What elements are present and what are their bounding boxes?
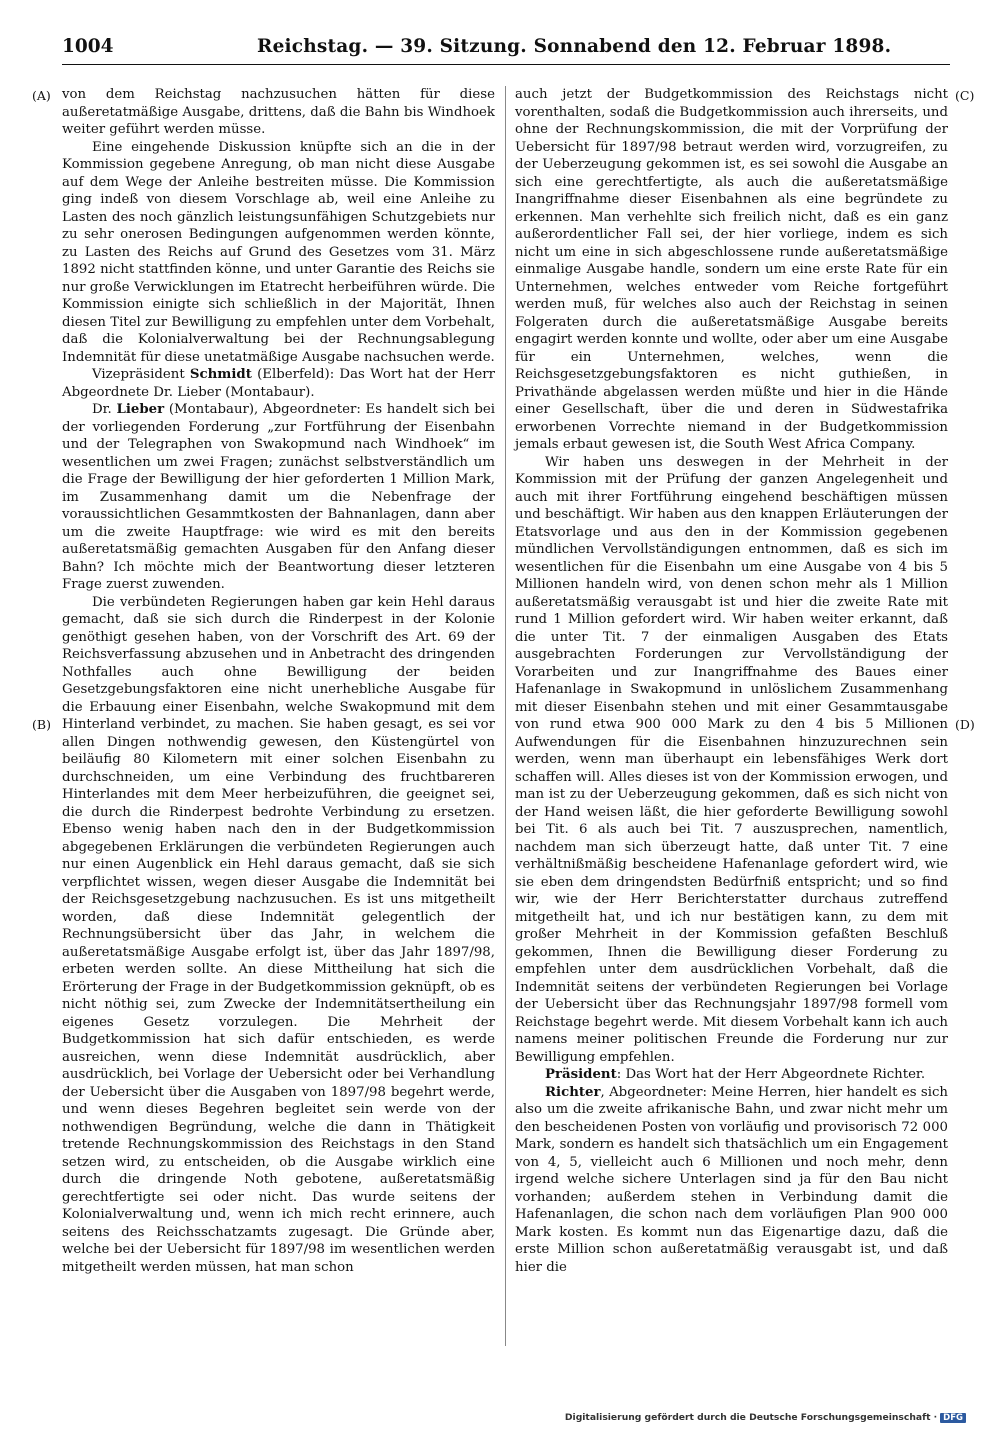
paragraph: von dem Reichstag nachzusuchen hätten für diese außeretatmäßige Ausgabe, drittens, daß die Bahn bis Windhoek weiter geführt werden müsse. (62, 87, 495, 137)
running-header (62, 32, 950, 62)
paragraph: Wir haben uns deswegen in der Mehrheit in der Kommission mit der Prüfung der ganzen Angelegenheit und auch mit ihrer Fortführung eingehend beschäftigen müssen und beschäftigt. Wir haben aus den knappen Erläuterungen der Etatsvorlage und aus den in der Kommission gegebenen mündlichen Vervollständigungen entnommen, daß es sich im wesentlichen für die Eisenbahn um eine Ausgabe von 4 bis 5 Millionen handeln wird, von denen schon mehr als 1 Million außeretatsmäßig verausgabt ist und hier die zweite Rate mit rund 1 Million gefordert wird. Wir haben weiter erkannt, daß die unter Tit. 7 der einmaligen Ausgaben des Etats ausgebrachten Forderungen zur Vervollständigung der Vorarbeiten und zur Inangriffnahme des Baues einer Hafenanlage in Swakopmund in unlöslichem Zusammenhang mit dieser Eisenbahn stehen und mit einer Gesammtausgabe von rund etwa 900 000 Mark zu den 4 bis 5 Millionen Aufwendungen für die Eisenbahnen hinzuzurechnen sein werden, wenn man überhaupt ein lebensfähiges Werk dort schaffen will. Alles dieses ist von der Kommission erwogen, und man ist zu der Ueberzeugung gekommen, daß es sich nicht von der Hand weisen läßt, die hier geforderte Bewilligung sowohl bei Tit. 6 als auch bei Tit. 7 auszusprechen, namentlich, nachdem man sich überzeugt hatte, daß unter Tit. 7 eine verhältnißmäßig bescheidene Hafenanlage gefordert wird, wie sie eben dem dringendsten Bedürfniß entspricht; und so find wir, wie der Herr Berichterstatter durchaus zutreffend mitgetheilt hat, und ich nur bestätigen kann, zu dem mit großer Mehrheit in der Kommission gefaßten Beschluß gekommen, Ihnen die Bewilligung dieser Forderung zu empfehlen unter dem ausdrücklichen Vorbehalt, daß die Indemnität seitens der verbündeten Regierungen bei Vorlage der Uebersicht über das Rechnungsjahr 1897/98 formell vom Reichstage begehrt werde. Mit diesem Vorbehalt kann ich auch namens meiner politischen Freunde die Forderung nur zur Bewilligung empfehlen. (515, 454, 948, 1065)
speaker-name: Lieber (116, 402, 165, 417)
speaker-text: , Abgeordneter: Meine Herren, hier handelt es sich also um die zweite afrikanische Bahn, und zwar nicht mehr um den bescheidenen Posten von vorläufig und provisorisch 72 000 Mark, sondern es handelt sich thatsächlich um ein Engagement von 4, 5, vielleicht auch 6 Millionen und noch mehr, denn irgend welche sichere Unterlagen sind ja für den Bau nicht vorhanden; außerdem stehen in Verbindung damit die Hafenanlagen, die schon nach dem vorläufigen Plan 900 000 Mark kosten. Es kommt nun das Eigenartige dazu, daß die erste Million schon außeretatmäßig verausgabt ist, und daß hier die (515, 1084, 948, 1275)
speaker-paragraph (515, 1084, 948, 1277)
credit-text: Digitalisierung gefördert durch die Deutsche Forschungsgemeinschaft · (564, 1412, 938, 1423)
speaker-name: Richter (545, 1084, 601, 1100)
paragraph: Eine eingehende Diskussion knüpfte sich an die in der Kommission gegebene Anregung, ob man nicht diese Ausgabe auf dem Wege der Anleihe bestreiten müsse. Die Kommission ging indeß von diesem Vorschlage ab, weil eine Anleihe zu Lasten des noch gänzlich leistungsunfähigen Schutzgebiets nur zu sehr onerosen Bedingungen aufgenommen werden könnte, zu Lasten des Reichs auf Grund des Gesetzes vom 31. März 1892 nicht stattfinden könne, und unter Garantie des Reichs sie nur große Verwicklungen im Etatrecht herbeiführen würde. Die Kommission einigte sich schließlich in der Majorität, Ihnen diesen Titel zur Bewilligung zu empfehlen unter dem Vorbehalt, daß die Kolonialverwaltung bei der Rechnungsablegung Indemnität für diese unetatmäßige Ausgabe nachsuchen werde. (62, 139, 495, 365)
digitization-credit (565, 1412, 966, 1423)
speaker-name: Schmidt (189, 367, 252, 382)
header-rule (62, 64, 950, 65)
paragraph: Die verbündeten Regierungen haben gar kein Hehl daraus gemacht, daß sie sich durch die Rinderpest in der Kolonie genöthigt gesehen haben, von der Vorschrift des Art. 69 der Reichsverfassung abzusehen und in Anbetracht des dringenden Nothfalles auch ohne Bewilligung der beiden Gesetzgebungsfaktoren eine nicht unerhebliche Ausgabe für die Erbauung einer Eisenbahn, welche Swakopmund mit dem Hinterland verbindet, zu machen. Sie haben gesagt, es sei vor allen Dingen nothwendig gewesen, den Küstengürtel von beiläufig 80 Kilometern mit einer solchen Eisenbahn zu durchschneiden, um eine Verbindung des fruchtbareren Hinterlandes mit dem Meer herbeizuführen, die geeignet sei, die durch die Rinderpest bedrohte Verbindung zu ersetzen. Ebenso wenig haben nach den in der Budgetkommission abgegebenen Erklärungen die verbündeten Regierungen auch nur einen Augenblick ein Hehl daraus gemacht, daß sie sich verpflichtet wissen, wegen dieser Ausgabe die Indemnität bei der Reichsgesetzgebung nachzusuchen. Es ist uns mitgetheilt worden, daß diese Indemnität gelegentlich der Rechnungsübersicht über das Jahr, in welchem die außeretatsmäßige Ausgabe erfolgt ist, über das Jahr 1897/98, erbeten werden sollte. An diese Mittheilung hat sich die Erörterung der Frage in der Budgetkommission geknüpft, ob es nicht nöthig sei, zum Zwecke der Indemnitätsertheilung ein eigenes Gesetz vorzulegen. Die Mehrheit der Budgetkommission hat sich dafür entschieden, es werde ausreichen, wenn diese Indemnität ausdrücklich, aber ausdrücklich, bei Vorlage der Uebersicht oder bei Verhandlung der Uebersicht über die Ausgaben von 1897/98 begehrt werde, und wenn dieses Begehren begleitet sein werde von der nothwendigen Begründung, welche die dann in Thätigkeit tretende Rechnungskommission des Reichstags in den Stand setzen wird, zu entscheiden, ob die Ausgabe wirklich eine durch die dringende Noth gebotene, außeretatsmäßig gerechtfertigte sei oder nicht. Das wurde seitens der Kolonialverwaltung und, wenn ich mich recht erinnere, auch seitens des Reichsschatzamts zugesagt. Die Gründe aber, welche bei der Uebersicht für 1897/98 im wesentlichen werden mitgetheilt werden müssen, hat man schon (62, 594, 495, 1275)
right-column (515, 86, 948, 1276)
column-divider (505, 86, 506, 1346)
margin-mark-a: (A) (32, 88, 51, 103)
speaker-paragraph (62, 366, 495, 401)
speaker-title: Vizepräsident (92, 367, 190, 382)
speaker-name: Präsident (545, 1067, 617, 1082)
margin-mark-b: (B) (32, 717, 51, 732)
speaker-paragraph (515, 1066, 948, 1084)
left-column (62, 86, 495, 1276)
speaker-paragraph (62, 401, 495, 594)
speaker-text: : Das Wort hat der Herr Abgeordnete Richter. (616, 1067, 926, 1082)
speaker-text: (Elberfeld): Das Wort hat der Herr Abgeordnete Dr. Lieber (Montabaur). (62, 367, 495, 400)
paragraph: auch jetzt der Budgetkommission des Reichstags nicht vorenthalten, sodaß die Budgetkommission auch ihrerseits, und ohne der Rechnungskommission, die mit der Vorprüfung der Uebersicht für 1897/98 betraut werden wird, vorzugreifen, zu der Ueberzeugung gekommen ist, es sei sowohl die Ausgabe an sich eine gerechtfertigte, als auch die außeretatsmäßige Inangriffnahme dieser Eisenbahnen als eine begründete zu erkennen. Man verhehlte sich freilich nicht, daß es ein ganz außerordentlicher Fall sei, der hier vorliege, indem es sich nicht um eine in sich abgeschlossene runde außeretatsmäßige einmalige Ausgabe handle, sondern um eine erste Rate für ein Unternehmen, welches entweder vom Reiche fortgeführt werden muß, für welches also auch der Reichstag in seinen Folgeraten durch die außeretatsmäßige Ausgabe bereits engagirt werden konnte und wollte, oder aber um eine Ausgabe für ein Unternehmen, welches, wenn die Reichsgesetzgebungsfaktoren es nicht guthießen, in Privathände abgelassen werden müßte und hier in die Hände einer Gesellschaft, über die und deren in Südwestafrika erworbenen Vorrechte niemand in der Budgetkommission jemals erbaut gewesen ist, die South West Africa Company. (515, 87, 948, 452)
margin-mark-d: (D) (955, 717, 975, 732)
speaker-text: (Montabaur), Abgeordneter: Es handelt sich bei der vorliegenden Forderung „zur Fortführung der Eisenbahn und der Telegraphen von Swakopmund nach Windhoek“ im wesentlichen um zwei Fragen; zunächst selbstverständlich um die Frage der Bewilligung der hier geforderten 1 Million Mark, im Zusammenhang damit um die Nebenfrage der voraussichtlichen Gesammtkosten der Bahnanlagen, dann aber um die zweite Hauptfrage: wie wird es mit den bereits außeretatsmäßig gemachten Ausgaben für den Anfang dieser Bahn? Ich möchte mich der Beantwortung dieser letzteren Frage zuerst zuwenden. (62, 402, 495, 592)
margin-mark-c: (C) (955, 88, 975, 103)
speaker-title: Dr. (92, 402, 117, 417)
dfg-logo-icon: DFG (940, 1413, 966, 1423)
running-title: Reichstag. — 39. Sitzung. Sonnabend den 12. Februar 1898. (257, 36, 892, 57)
page-number: 1004 (62, 36, 114, 57)
